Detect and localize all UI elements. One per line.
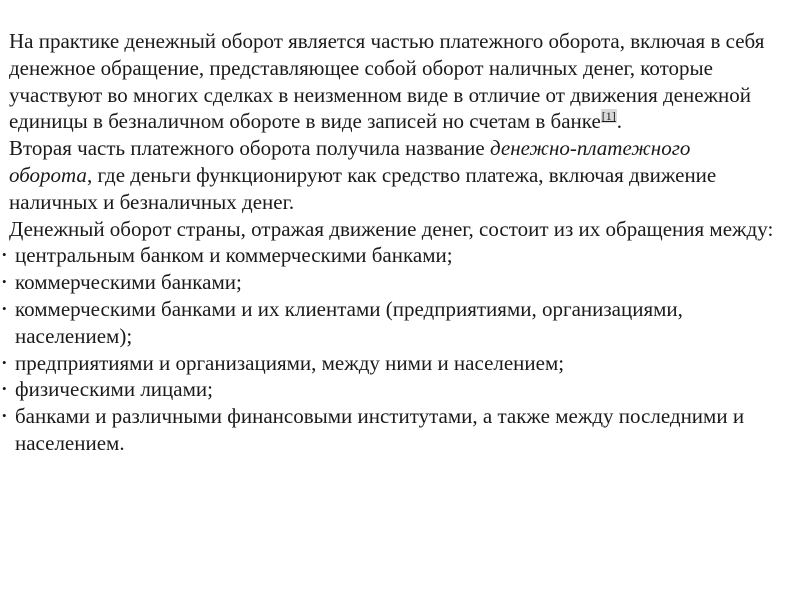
bullet-icon: • xyxy=(2,354,7,370)
paragraph-practice xyxy=(6,28,776,135)
list-item xyxy=(2,403,776,457)
list-item-text: коммерческими банками; xyxy=(15,270,242,295)
list-item xyxy=(2,269,776,296)
bullet-icon: • xyxy=(2,381,7,397)
bullet-icon: • xyxy=(2,274,7,290)
term-payment-turnover: денежно-платежного оборота xyxy=(9,136,691,187)
list-item-text: банками и различными финансовыми институтами, а также между последними и населением. xyxy=(15,404,745,455)
paragraph-country-turnover: Денежный оборот страны, отражая движение денег, состоит из их обращения между: xyxy=(9,216,774,241)
list-item-text: физическими лицами; xyxy=(15,377,213,402)
paragraph-second-part-start: Вторая часть платежного оборота получила название xyxy=(9,136,490,161)
bullet-icon: • xyxy=(2,247,7,263)
bullet-icon: • xyxy=(2,408,7,424)
list-item xyxy=(2,242,776,269)
bullet-list xyxy=(2,242,776,456)
slide-text-body xyxy=(2,28,776,457)
paragraph-second-part xyxy=(6,135,776,215)
list-item xyxy=(2,350,776,377)
list-item xyxy=(2,376,776,403)
bullet-icon: • xyxy=(2,300,7,316)
list-item-text: предприятиями и организациями, между ними и населением; xyxy=(15,350,565,375)
paragraph-practice-text: На практике денежный оборот является частью платежного оборота, включая в себя денежное обращение, представляющее собой оборот наличных денег, которые участвуют во многих сделках в неизменном виде в отличие от движения денежной единицы в безналичном обороте в виде записей но счетам в банке xyxy=(9,29,765,134)
list-item-text: коммерческими банками и их клиентами (предприятиями, организациями, населением); xyxy=(15,296,683,348)
paragraph-second-part-end: , где деньги функционируют как средство платежа, включая движение наличных и безналичных денег. xyxy=(9,162,717,214)
list-item-text: центральным банком и коммерческими банками; xyxy=(15,243,453,268)
footnote-link[interactable]: [1] xyxy=(601,109,616,124)
list-item xyxy=(2,296,776,350)
paragraph-practice-end: . xyxy=(616,109,623,134)
